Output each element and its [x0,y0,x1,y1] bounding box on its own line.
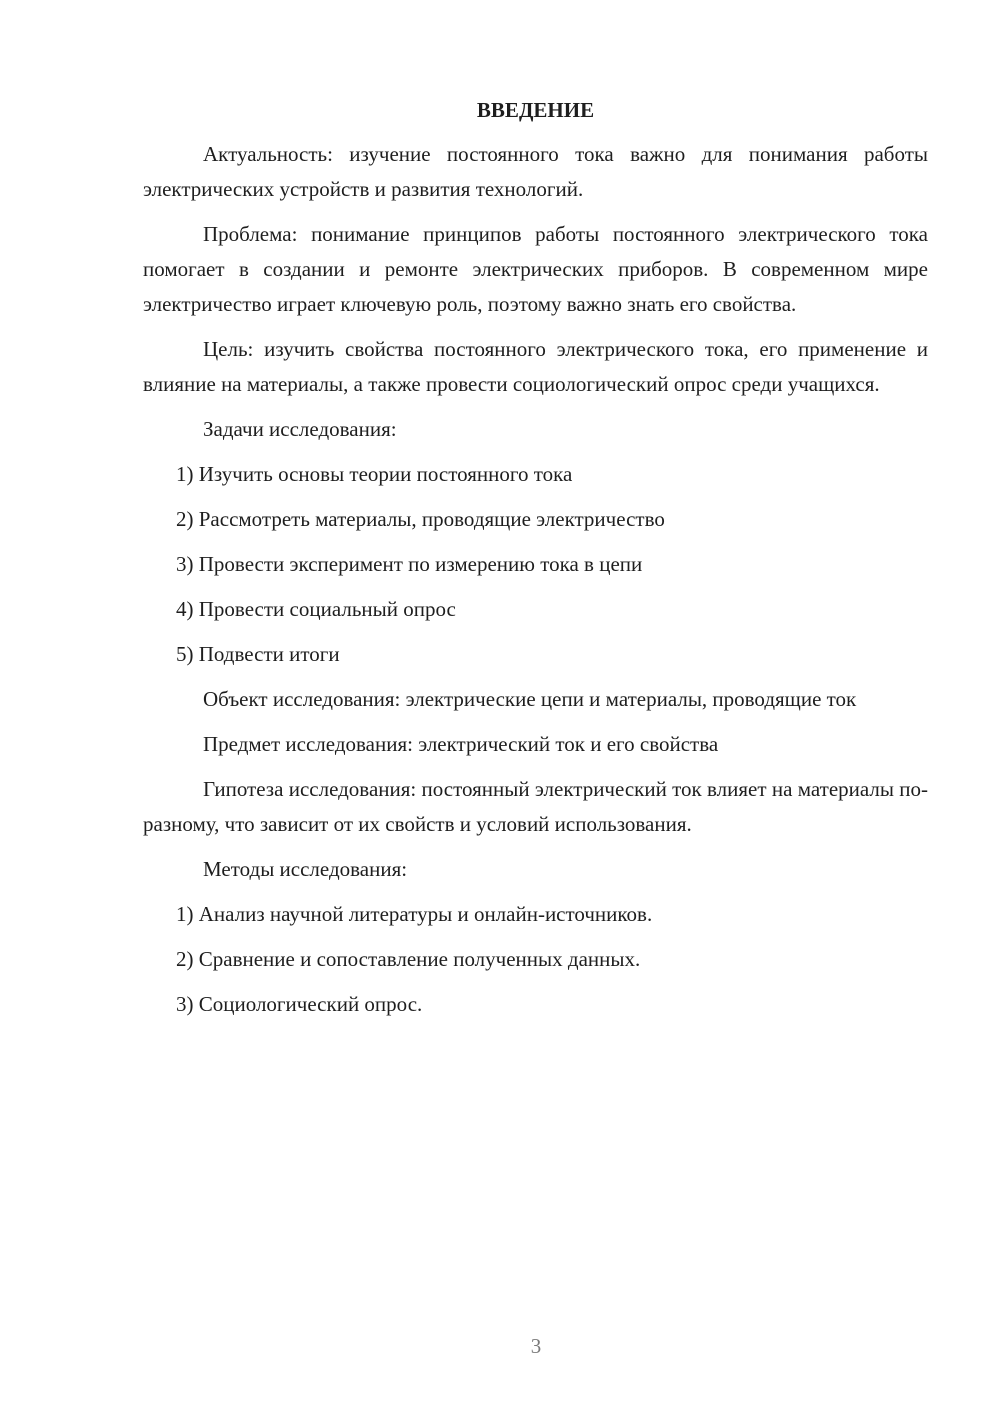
goal-paragraph: Цель: изучить свойства постоянного электрического тока, его применение и влияние на материалы, а также провести социологический опрос среди учащихся. [143,337,928,396]
methods-heading: Методы исследования: [203,857,408,881]
object-paragraph: Объект исследования: электрические цепи и материалы, проводящие ток [203,687,857,711]
methods-list [143,897,928,1022]
list-item: 3) Провести эксперимент по измерению тока в цепи [176,552,643,576]
tasks-list [143,457,928,672]
list-item: 1) Анализ научной литературы и онлайн-источников. [176,902,653,926]
page-title: ВВЕДЕНИЕ [476,98,595,122]
list-item: 4) Провести социальный опрос [176,597,456,621]
hypothesis-paragraph: Гипотеза исследования: постоянный электрический ток влияет на материалы по-разному, что зависит от их свойств и условий использования. [143,777,928,836]
list-item: 2) Сравнение и сопоставление полученных данных. [176,947,641,971]
list-item: 2) Рассмотреть материалы, проводящие электричество [176,507,665,531]
page-number: 3 [530,1334,542,1358]
relevance-paragraph: Актуальность: изучение постоянного тока важно для понимания работы электрических устройств и развития технологий. [143,142,928,201]
subject-paragraph: Предмет исследования: электрический ток и его свойства [203,732,719,756]
tasks-heading: Задачи исследования: [203,417,397,441]
list-item: 1) Изучить основы теории постоянного тока [176,462,573,486]
page-content [143,95,928,1032]
list-item: 3) Социологический опрос. [176,992,423,1016]
list-item: 5) Подвести итоги [176,642,340,666]
problem-paragraph: Проблема: понимание принципов работы постоянного электрического тока помогает в создании и ремонте электрических приборов. В современном мире электричество играет ключевую роль, поэтому важно знать его свойства. [143,222,928,316]
